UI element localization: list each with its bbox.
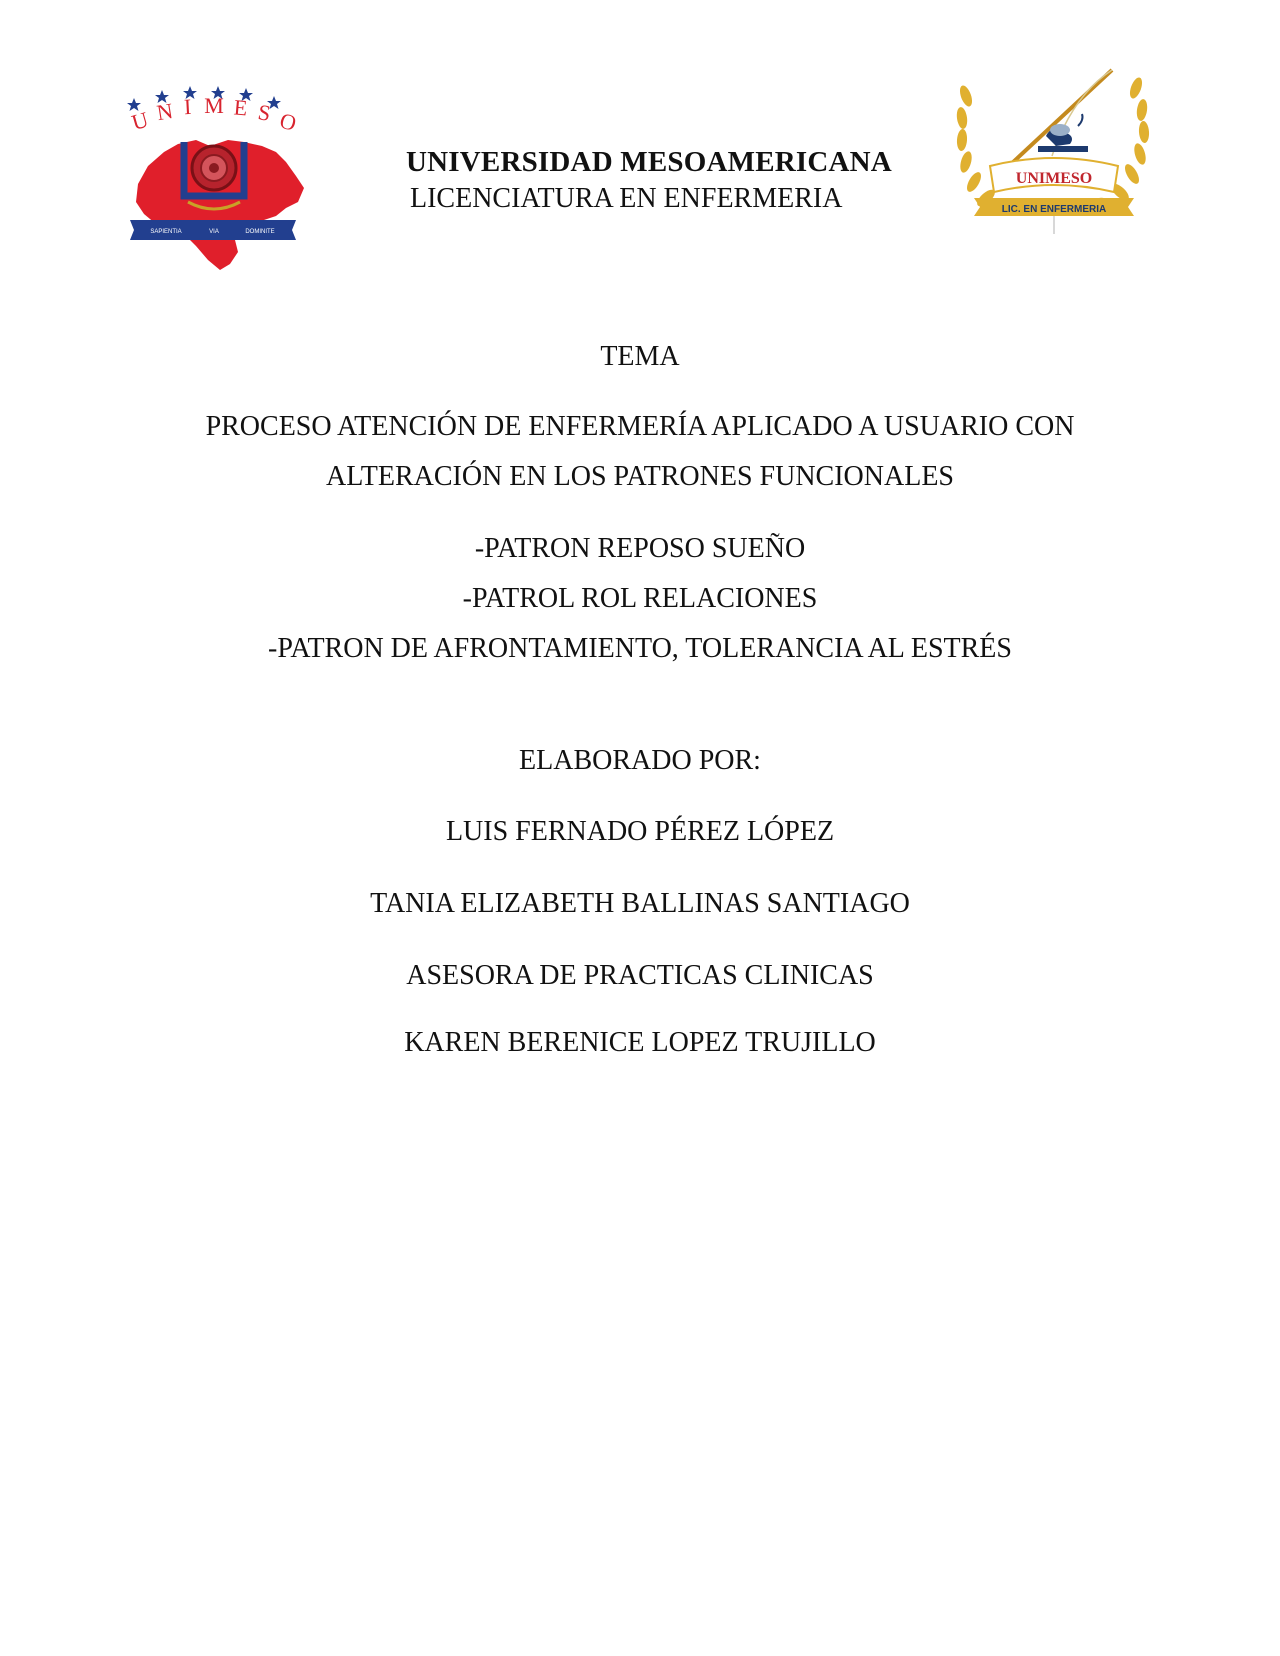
logo-medallion-center: [209, 163, 219, 173]
pattern-item: -PATROL ROL RELACIONES: [462, 583, 818, 614]
nursing-program-logo: [952, 66, 1157, 236]
svg-text:VIA: VIA: [209, 229, 219, 235]
logo-name-text: UNIMESO: [1015, 170, 1093, 187]
university-name: UNIVERSIDAD MESOAMERICANA: [406, 146, 892, 178]
svg-text:O: O: [276, 107, 300, 136]
pattern-item: -PATRON REPOSO SUEÑO: [474, 533, 806, 564]
logo-ribbon-text: LIC. EN ENFERMERIA: [1001, 204, 1107, 215]
advisor-name: KAREN BERENICE LOPEZ TRUJILLO: [404, 1027, 876, 1058]
logo-lamp-top: [1050, 124, 1070, 136]
logo-wheat-left: [956, 84, 1012, 217]
advisor-label: ASESORA DE PRACTICAS CLINICAS: [406, 960, 874, 991]
svg-text:SAPIENTIA: SAPIENTIA: [150, 229, 182, 235]
svg-text:U: U: [128, 106, 152, 135]
program-name: LICENCIATURA EN ENFERMERIA: [410, 183, 843, 214]
author-name: TANIA ELIZABETH BALLINAS SANTIAGO: [370, 888, 910, 919]
svg-text:M: M: [204, 93, 224, 118]
logo-banner-text: [150, 229, 274, 235]
title-line-1: PROCESO ATENCIÓN DE ENFERMERÍA APLICADO A USUARIO CON: [205, 411, 1075, 442]
pattern-item: -PATRON DE AFRONTAMIENTO, TOLERANCIA AL ESTRÉS: [268, 633, 1012, 664]
svg-text:I: I: [183, 93, 192, 120]
topic-label: TEMA: [600, 341, 680, 372]
logo-book: [1038, 146, 1088, 152]
svg-text:E: E: [232, 94, 249, 121]
svg-text:DOMINITE: DOMINITE: [245, 229, 275, 235]
unimeso-university-logo: [126, 84, 328, 274]
logo-wheat-right: [1095, 76, 1150, 213]
svg-text:S: S: [256, 99, 273, 126]
title-line-2: ALTERACIÓN EN LOS PATRONES FUNCIONALES: [326, 461, 954, 492]
svg-text:N: N: [155, 98, 175, 126]
logo-lamp-flame: [1078, 114, 1083, 126]
author-name: LUIS FERNADO PÉREZ LÓPEZ: [445, 816, 835, 847]
made-by-label: ELABORADO POR:: [519, 745, 761, 776]
